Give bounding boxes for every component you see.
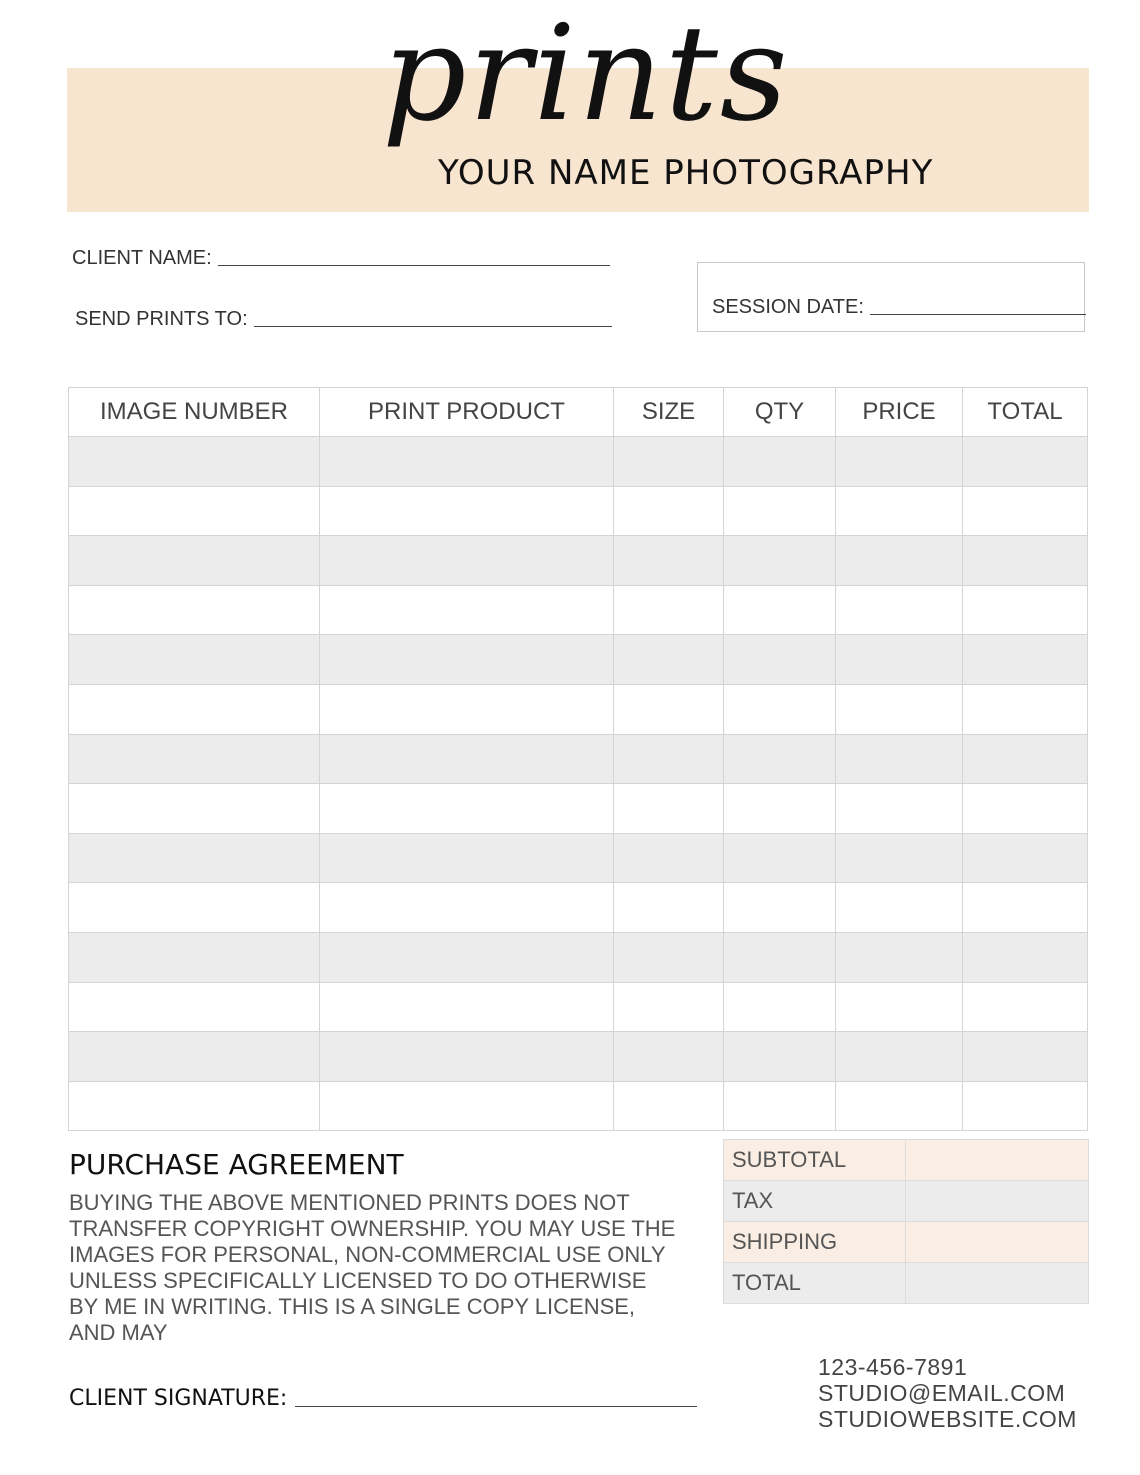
table-cell[interactable] <box>69 1081 320 1131</box>
table-cell[interactable] <box>69 635 320 685</box>
table-cell[interactable] <box>836 982 963 1032</box>
table-cell[interactable] <box>836 635 963 685</box>
table-cell[interactable] <box>836 784 963 834</box>
table-cell[interactable] <box>614 585 724 635</box>
table-cell[interactable] <box>614 536 724 586</box>
table-cell[interactable] <box>836 1081 963 1131</box>
table-cell[interactable] <box>836 833 963 883</box>
table-cell[interactable] <box>836 883 963 933</box>
tax-row <box>724 1181 1089 1222</box>
table-cell[interactable] <box>614 486 724 536</box>
contact-block <box>818 1354 1077 1432</box>
table-cell[interactable] <box>724 684 836 734</box>
table-cell[interactable] <box>614 883 724 933</box>
table-cell[interactable] <box>320 833 614 883</box>
table-cell[interactable] <box>614 1081 724 1131</box>
session-date-label: SESSION DATE: <box>712 296 864 318</box>
contact-website: STUDIOWEBSITE.COM <box>818 1406 1077 1432</box>
agreement-title: PURCHASE AGREEMENT <box>69 1148 404 1181</box>
client-signature-field[interactable] <box>69 1386 697 1411</box>
total-value-cell[interactable] <box>906 1263 1089 1304</box>
table-cell[interactable] <box>320 1032 614 1082</box>
column-header-size: SIZE <box>614 388 724 437</box>
table-cell[interactable] <box>320 486 614 536</box>
table-cell[interactable] <box>963 486 1088 536</box>
table-cell[interactable] <box>836 684 963 734</box>
client-signature-label: CLIENT SIGNATURE: <box>69 1386 288 1411</box>
table-row <box>69 734 1088 784</box>
table-cell[interactable] <box>69 982 320 1032</box>
table-cell[interactable] <box>69 734 320 784</box>
table-cell[interactable] <box>724 1032 836 1082</box>
table-cell[interactable] <box>320 932 614 982</box>
total-label: TOTAL <box>724 1263 906 1304</box>
table-cell[interactable] <box>724 437 836 487</box>
client-name-line[interactable] <box>218 264 610 266</box>
table-cell[interactable] <box>963 982 1088 1032</box>
column-header-print-product: PRINT PRODUCT <box>320 388 614 437</box>
table-cell[interactable] <box>724 635 836 685</box>
table-cell[interactable] <box>69 883 320 933</box>
table-cell[interactable] <box>69 784 320 834</box>
table-cell[interactable] <box>724 734 836 784</box>
table-row <box>69 784 1088 834</box>
table-cell[interactable] <box>724 585 836 635</box>
table-cell[interactable] <box>836 437 963 487</box>
table-row <box>69 486 1088 536</box>
table-cell[interactable] <box>836 734 963 784</box>
session-date-line[interactable] <box>870 313 1086 315</box>
table-cell[interactable] <box>963 883 1088 933</box>
table-cell[interactable] <box>69 486 320 536</box>
send-prints-field[interactable] <box>75 308 612 331</box>
tax-label: TAX <box>724 1181 906 1222</box>
table-cell[interactable] <box>614 684 724 734</box>
table-cell[interactable] <box>320 883 614 933</box>
table-cell[interactable] <box>836 536 963 586</box>
table-cell[interactable] <box>963 1081 1088 1131</box>
table-cell[interactable] <box>836 1032 963 1082</box>
table-row <box>69 437 1088 487</box>
column-header-price: PRICE <box>836 388 963 437</box>
shipping-row <box>724 1222 1089 1263</box>
client-name-field[interactable] <box>72 247 610 270</box>
table-cell[interactable] <box>320 585 614 635</box>
table-cell[interactable] <box>963 635 1088 685</box>
client-name-label: CLIENT NAME: <box>72 247 212 269</box>
table-cell[interactable] <box>724 486 836 536</box>
session-date-field[interactable] <box>712 296 1086 319</box>
table-cell[interactable] <box>320 784 614 834</box>
table-cell[interactable] <box>836 486 963 536</box>
table-cell[interactable] <box>724 784 836 834</box>
table-cell[interactable] <box>836 932 963 982</box>
table-cell[interactable] <box>69 437 320 487</box>
table-cell[interactable] <box>320 734 614 784</box>
subtotal-row <box>724 1140 1089 1181</box>
column-header-qty: QTY <box>724 388 836 437</box>
table-cell[interactable] <box>614 1032 724 1082</box>
table-cell[interactable] <box>963 734 1088 784</box>
table-cell[interactable] <box>69 932 320 982</box>
table-cell[interactable] <box>724 982 836 1032</box>
table-cell[interactable] <box>724 932 836 982</box>
client-signature-line[interactable] <box>295 1406 697 1407</box>
table-cell[interactable] <box>963 932 1088 982</box>
table-row <box>69 932 1088 982</box>
table-cell[interactable] <box>836 585 963 635</box>
table-header-row <box>69 388 1088 437</box>
table-cell[interactable] <box>320 1081 614 1131</box>
table-cell[interactable] <box>963 784 1088 834</box>
table-row <box>69 883 1088 933</box>
table-row <box>69 585 1088 635</box>
table-row <box>69 1032 1088 1082</box>
table-cell[interactable] <box>69 536 320 586</box>
table-cell[interactable] <box>963 684 1088 734</box>
table-cell[interactable] <box>69 585 320 635</box>
table-cell[interactable] <box>963 833 1088 883</box>
table-row <box>69 833 1088 883</box>
script-title: prints <box>382 0 790 151</box>
table-cell[interactable] <box>320 536 614 586</box>
shipping-value-cell[interactable] <box>906 1222 1089 1263</box>
send-prints-label: SEND PRINTS TO: <box>75 308 248 330</box>
table-cell[interactable] <box>614 437 724 487</box>
table-cell[interactable] <box>320 982 614 1032</box>
table-row <box>69 684 1088 734</box>
table-cell[interactable] <box>614 982 724 1032</box>
table-cell[interactable] <box>724 833 836 883</box>
table-cell[interactable] <box>320 684 614 734</box>
table-cell[interactable] <box>69 684 320 734</box>
table-cell[interactable] <box>614 932 724 982</box>
table-cell[interactable] <box>614 734 724 784</box>
table-cell[interactable] <box>963 585 1088 635</box>
table-cell[interactable] <box>724 883 836 933</box>
table-cell[interactable] <box>320 635 614 685</box>
tax-value-cell[interactable] <box>906 1181 1089 1222</box>
table-row <box>69 1081 1088 1131</box>
table-cell[interactable] <box>614 784 724 834</box>
total-row <box>724 1263 1089 1304</box>
table-cell[interactable] <box>724 1081 836 1131</box>
totals-table <box>723 1139 1089 1304</box>
contact-email: STUDIO@EMAIL.COM <box>818 1380 1066 1406</box>
table-cell[interactable] <box>69 833 320 883</box>
table-cell[interactable] <box>963 437 1088 487</box>
table-cell[interactable] <box>724 536 836 586</box>
send-prints-line[interactable] <box>254 325 612 327</box>
column-header-total: TOTAL <box>963 388 1088 437</box>
subtotal-label: SUBTOTAL <box>724 1140 906 1181</box>
contact-phone: 123-456-7891 <box>818 1354 968 1380</box>
table-cell[interactable] <box>69 1032 320 1082</box>
studio-name: YOUR NAME PHOTOGRAPHY <box>438 153 934 193</box>
column-header-image-number: IMAGE NUMBER <box>69 388 320 437</box>
table-cell[interactable] <box>963 1032 1088 1082</box>
table-row <box>69 635 1088 685</box>
subtotal-value-cell[interactable] <box>906 1140 1089 1181</box>
table-row <box>69 536 1088 586</box>
table-cell[interactable] <box>963 536 1088 586</box>
table-cell[interactable] <box>614 833 724 883</box>
agreement-text: BUYING THE ABOVE MENTIONED PRINTS DOES NOT TRANSFER COPYRIGHT OWNERSHIP. YOU MAY USE THE IMAGES FOR PERSONAL, NON-COMMERCIAL USE ONLY UNLESS SPECIFICALLY LICENSED TO DO OTHERWISE BY ME IN WRITING. THIS IS A SINGLE COPY LICENSE, AND MAY <box>69 1190 676 1345</box>
table-cell[interactable] <box>614 635 724 685</box>
table-row <box>69 982 1088 1032</box>
shipping-label: SHIPPING <box>724 1222 906 1263</box>
order-table <box>68 387 1088 1131</box>
table-cell[interactable] <box>320 437 614 487</box>
